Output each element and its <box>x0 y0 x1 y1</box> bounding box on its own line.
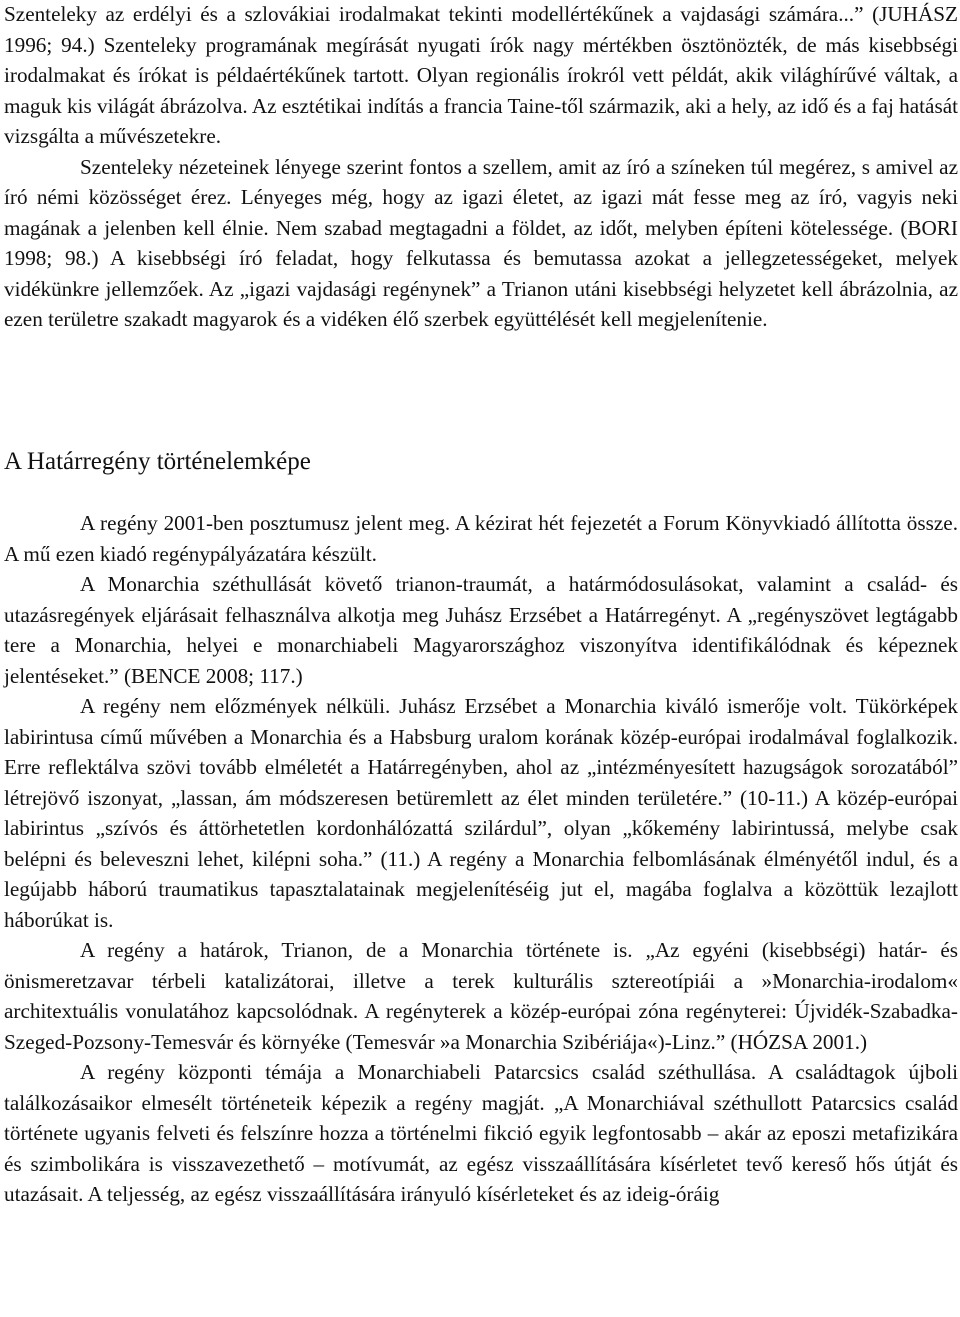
paragraph: A regény 2001-ben posztumusz jelent meg. A kézirat hét fejezetét a Forum Könyvkiadó állította össze. A mű ezen kiadó regénypályázatára készült. <box>4 511 958 566</box>
paragraph: A regény központi témája a Monarchiabeli Patarcsics család széthullása. A családtagok újboli találkozásaikor elmesélt történeteik képezik a regény magját. „A Monarchiával széthullott Patarcsics család története ugyanis felveti és felszínre hozza a történelmi fikció egyik legfontosabb – akár az eposzi metafizikára és szimbolikára is visszavezethető – motívumát, az egész visszaállítására kísérletet tevő kereső hős útját és utazásait. A teljesség, az egész visszaállítására irányuló kísérleteket és az ideig-óráig <box>4 1060 958 1206</box>
intro-section <box>4 0 958 335</box>
paragraph: A regény a határok, Trianon, de a Monarchia története is. „Az egyéni (kisebbségi) határ- és önismeretzavar térbeli katalizátorai, illetve a terek kulturális sztereotípiái a »Monarchia-irodalom« architextuális vonulatához kapcsolódnak. A regényterek a közép-európai zóna regényterei: Újvidék-Szabadka-Szeged-Pozsony-Temesvár és környéke (Temesvár »a Monarchia Szibériája«)-Linz.” (HÓZSA 2001.) <box>4 938 958 1054</box>
section <box>4 445 958 1210</box>
paragraph: A regény nem előzmények nélküli. Juhász Erzsébet a Monarchia kiváló ismerője volt. Tükörképek labirintusa című művében a Monarchia és a Habsburg uralom korának közép-európai irodalmával foglalkozik. Erre reflektálva szövi tovább elméletét a Határregényben, ahol az „intézményesített hazugságok sorozatából” létrejövő iszonyat, „lassan, ám módszeresen betüremlett az élet minden területére.” (10-11.) A közép-európai labirintus „szívós és áttörhetetlen kordonhálózattá szilárdul”, olyan „kőkemény labirintussá, melybe csak belépni és beleveszni lehet, kilépni soha.” (11.) A regény a Monarchia felbomlásának élményétől indul, és a legújabb háború traumatikus tapasztalatainak megjelenítéséig jut el, magába foglalva a közöttük lezajlott háborúkat is. <box>4 694 958 932</box>
section-heading: A Határregény történelemképe <box>4 448 311 475</box>
paragraph: A Monarchia széthullását követő trianon-traumát, a határmódosulásokat, valamint a család- és utazásregények eljárásait felhasználva alkotja meg Juhász Erzsébet a Határregényt. A „regényszövet legtágabb tere a Monarchia, helyei e monarchiabeli Magyarországhoz viszonyítva identifikálódnak és képeznek jelentéseket.” (BENCE 2008; 117.) <box>4 572 958 688</box>
paragraph: Szenteleky nézeteinek lényege szerint fontos a szellem, amit az író a színeken túl megérez, s amivel az író némi közösséget érez. Lényeges még, hogy az igazi életet, az igazi mát fesse meg az író, vagyis neki magának a jelenben kell élnie. Nem szabad megtagadni a földet, az időt, melyben építeni kötelessége. (BORI 1998; 98.) A kisebbségi író feladat, hogy felkutassa és bemutassa azokat a jellegzetességeket, melyek vidékünkre jellemzőek. Az „igazi vajdasági regénynek” a Trianon utáni kisebbségi helyzetet kell ábrázolnia, az ezen területre szakadt magyarok és a vidéken élő szerbek együttélését kell megjelenítenie. <box>4 154 958 331</box>
paragraph: Szenteleky az erdélyi és a szlovákiai irodalmakat tekinti modellértékűnek a vajdasági számára...” (JUHÁSZ 1996; 94.) Szenteleky programának megírását nyugati írók nagy mértékben ösztönözték, de más kisebbségi irodalmakat és írókat is példaértékűnek tartott. Olyan regionális írokról vett példát, akik világhírűvé váltak, a maguk kis világát ábrázolva. Az esztétikai indítás a francia Taine-től származik, aki a hely, az idő és a faj hatását vizsgálta a művészetekre. <box>4 2 958 148</box>
